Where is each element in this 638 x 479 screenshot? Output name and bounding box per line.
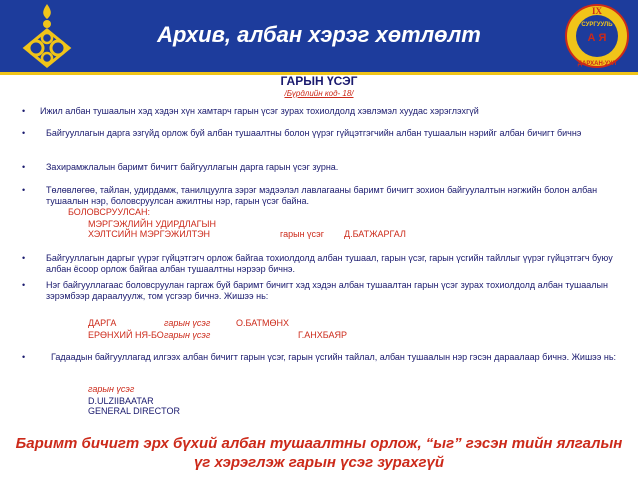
bullet-marker: •	[22, 352, 26, 362]
section-code: /Бүрдлийн код- 18/	[284, 89, 354, 98]
page-title: Архив, албан хэрэг хөтлөлт	[157, 22, 481, 47]
list-item-text: Байгууллагын даргыг үүрэг гүйцэтгэгч орлож байгаа тохиолдолд албан тушаал, гарын үсэг, гарын үсгийн тайллыг үүрэг гүйцэтгэгч буюу албан ёсоор орлож байгаа албан тушаалтны нэрээр бичнэ.	[46, 253, 613, 274]
badge-roman: IX	[591, 6, 603, 16]
list-item-text: Нэг байгууллагаас боловсруулан гаргаж буй баримт бичигт хэд хэдэн албан тушаалтан гарын үсэг зурах тохиолдолд албан тушаалын зэрэмбээр дараалуулж, том үсгээр бичнэ. Жишээ нь:	[46, 280, 608, 301]
footer-line2: үг хэрэглэж гарын үсэг зурахгүй	[193, 454, 445, 471]
bullet-marker: •	[22, 253, 26, 263]
example-prepared-label: БОЛОВСРУУЛСАН:	[68, 207, 150, 217]
footer-line1: Баримт бичигт эрх бүхий албан тушаалтны орлож, “ыг” гэсэн тийн ялгалын	[15, 435, 623, 452]
example-title: ЕРӨНХИЙ НЯ-БО	[88, 330, 164, 340]
example-name: О.БАТМӨНХ	[236, 318, 290, 328]
list-item-text: Гадаадын байгууллагад илгээх албан бичигт гарын үсэг, гарын үсгийн тайлал, албан тушаалын нэр гэсэн дараалаар бичнэ. Жишээ нь:	[46, 352, 617, 362]
school-badge-icon	[564, 2, 630, 70]
example-signature: гарын үсэг	[164, 330, 211, 340]
example-signature: гарын үсэг	[164, 318, 211, 328]
list-item-text: Төлөвлөгөө, тайлан, удирдамж, танилцуулга зэрэг мэдээлэл лавлагааны баримт бичигт зохион байгуулалтын нэгжийн болон албан тушаалын нэр, боловсруулсан ажилтны нэр, гарын үсэг байна.	[46, 185, 598, 206]
bullet-marker: •	[22, 185, 26, 195]
example-name: Г.АНХБАЯР	[298, 330, 347, 340]
list-item-text: Захирамжлалын баримт бичигт байгууллагын дарга гарын үсэг зурна.	[46, 162, 339, 172]
example-title: ДАРГА	[88, 318, 117, 328]
footer-note	[10, 434, 628, 472]
badge-center-text: А Я	[587, 32, 607, 44]
example-signature: гарын үсэг	[88, 384, 135, 394]
badge-bottom-text: ДАРХАН-УУЛ	[577, 61, 617, 67]
list-item-text: Байгууллагын дарга эзгүйд орлож буй албан тушаалтны болон үүрэг гүйцэтгэгчийн албан тушаалын нэрийг албан бичигт бичнэ	[46, 128, 582, 138]
example-position-line2: ХЭЛТСИЙН МЭРГЭЖИЛТЭН	[88, 229, 211, 239]
section-heading: ГАРЫН ҮСЭГ	[280, 74, 358, 88]
example-title: GENERAL DIRECTOR	[88, 406, 181, 416]
bullet-marker: •	[22, 106, 26, 116]
bullet-marker: •	[22, 280, 26, 290]
example-position-line1: МЭРГЭЖЛИЙН УДИРДЛАГЫН	[88, 219, 216, 229]
example-signature: гарын үсэг	[280, 229, 325, 239]
example-name: D.ULZIIBAATAR	[88, 396, 154, 406]
bullet-marker: •	[22, 128, 26, 138]
example-name: Д.БАТЖАРГАЛ	[344, 229, 406, 239]
header-banner	[0, 0, 638, 75]
badge-top-text: СУРГУУЛЬ	[581, 22, 613, 28]
list-item-text: Ижил албан тушаалын хэд хэдэн хүн хамтарч гарын үсэг зурах тохиолдолд хэвлэмэл хуудас хэрэглэхгүй	[40, 106, 479, 116]
bullet-marker: •	[22, 162, 26, 172]
soyombo-emblem-icon	[14, 2, 80, 70]
